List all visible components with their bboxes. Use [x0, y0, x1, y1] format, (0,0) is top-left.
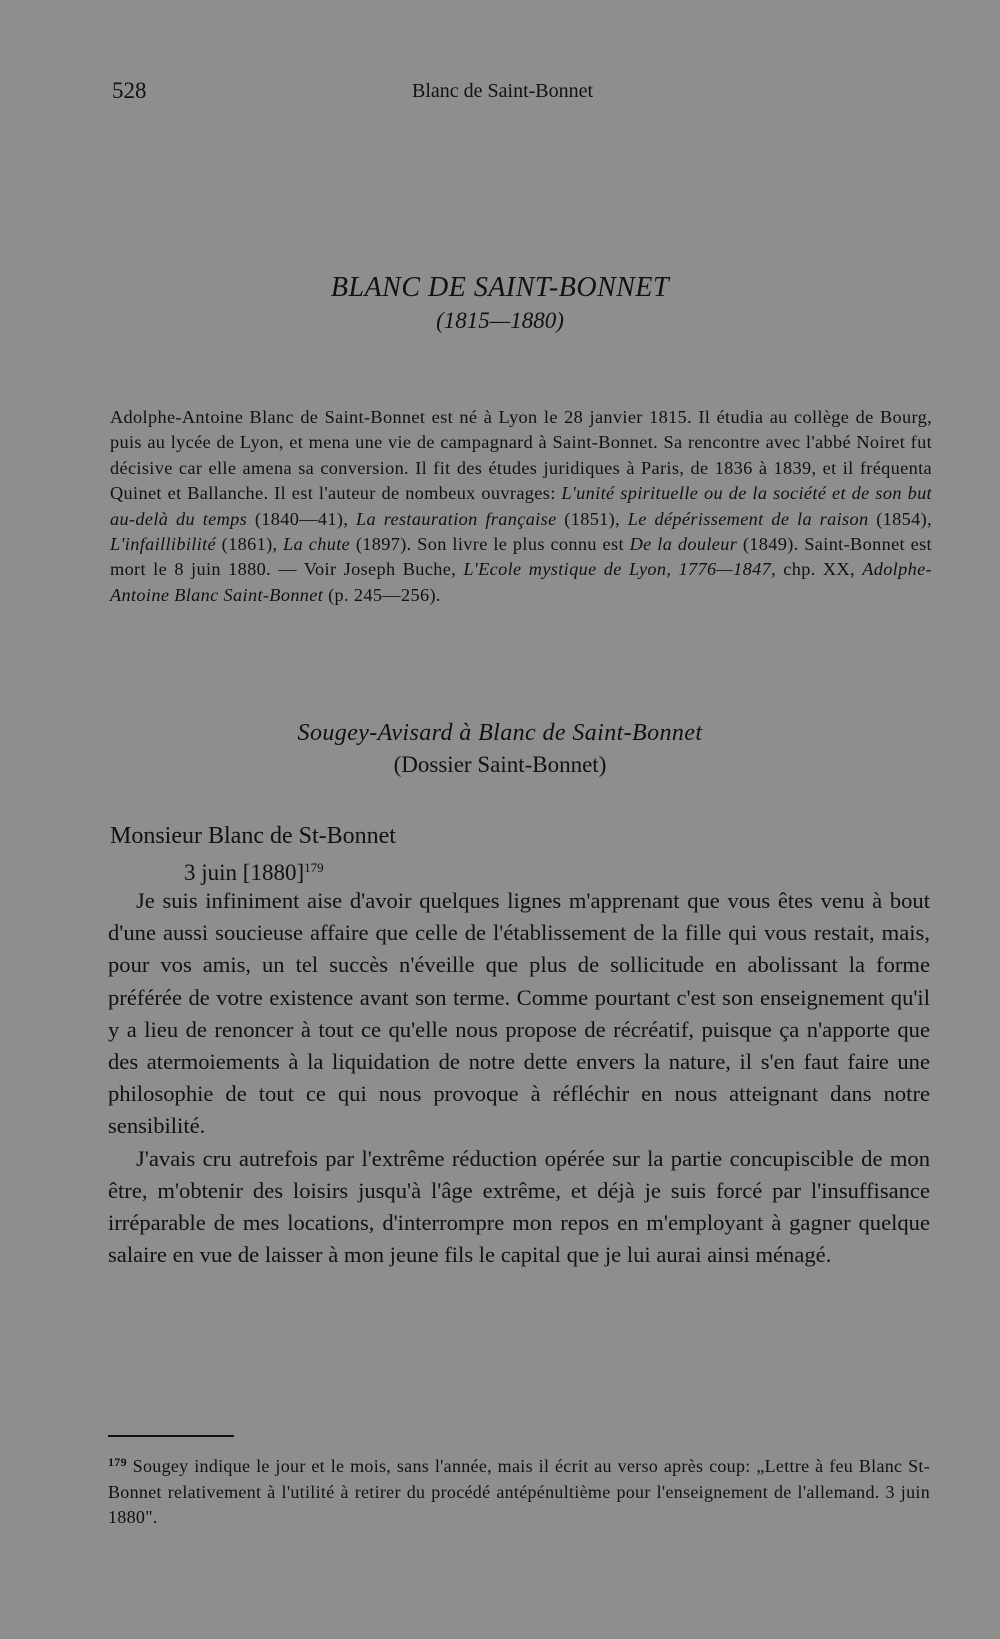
bio-text: (1854),: [868, 508, 932, 529]
entry-title: BLANC DE SAINT-BONNET: [330, 272, 670, 303]
footnote: [108, 1450, 930, 1531]
bio-text: (1861),: [216, 534, 284, 555]
bio-work-title: L'unité spirituelle ou de la société et de son but au-delà du temps: [110, 483, 932, 529]
running-title: Blanc de Saint-Bonnet: [412, 80, 594, 102]
bio-work-title: L'Ecole mystique de Lyon, 1776—1847,: [463, 559, 777, 580]
bio-text: (p. 245—256).: [323, 584, 441, 605]
bio-text: (1840—41),: [247, 508, 356, 529]
footnote-number: 179: [108, 1455, 127, 1469]
bio-text: (1849). Saint-Bonnet est mort le 8 juin 1880. — Voir Joseph Buche,: [110, 534, 932, 580]
letter-paragraph: Je suis infiniment aise d'avoir quelques lignes m'apprenant que vous êtes venu à bout d'une aussi soucieuse affaire que celle de l'établissement de la fille qui vous restait, mais, pour vos amis, un tel succès n'éveille que plus de sollicitude en abolissant la forme préférée de votre existence avant son terme. Comme pourtant c'est son enseignement qu'il y a lieu de renoncer à tout ce qu'elle nous propose de récréatif, puisque ça n'apporte que des atermoiements à la liquidation de notre dette envers la nature, il s'en faut faire une philosophie de tout ce qui nous provoque à réfléchir en nous atteignant dans notre sensibilité.: [108, 888, 930, 1139]
bio-text: (1897). Son livre le plus connu est: [350, 534, 630, 555]
bio-text: (1851),: [556, 508, 628, 529]
entry-dates: (1815—1880): [436, 308, 564, 333]
letter-body: [108, 885, 930, 1271]
footnote-divider: [108, 1435, 234, 1437]
footnote-text: Sougey indique le jour et le mois, sans l'année, mais il écrit au verso après coup: „Lettre à feu Blanc St-Bonnet relativement à l'utilité à retirer du procédé antépénultième pour l'enseignement de l'allemand. 3 juin 1880".: [108, 1456, 930, 1527]
letter-salutation: Monsieur Blanc de St-Bonnet: [110, 823, 396, 849]
letter-date-text: 3 juin [1880]: [184, 860, 305, 885]
bio-text: Adolphe-Antoine Blanc de Saint-Bonnet est né à Lyon le 28 janvier 1815. Il étudia au collège de Bourg, puis au lycée de Lyon, et mena une vie de campagnard à Saint-Bonnet. Sa rencontre avec l'abbé Noiret fut décisive car elle amena sa conversion. Il fit des études juridiques à Paris, de 1836 à 1839, et il fréquenta Quinet et Ballanche. Il est l'auteur de nombeux ouvrages:: [110, 407, 932, 504]
bio-work-title: De la douleur: [629, 534, 738, 555]
bio-text: chp. XX,: [776, 559, 863, 580]
letter-heading: Sougey-Avisard à Blanc de Saint-Bonnet: [297, 720, 703, 746]
letter-source: (Dossier Saint-Bonnet): [393, 752, 607, 777]
letter-paragraph: J'avais cru autrefois par l'extrême réduction opérée sur la partie concupiscible de mon être, m'obtenir des loisirs jusqu'à l'âge extrême, et déjà je suis forcé par l'insuffisance irréparable de mes locations, d'interrompre mon repos en m'employant à gagner quelque salaire en vue de laisser à mon jeune fils le capital que je lui aurai ainsi ménagé.: [108, 1145, 930, 1268]
bio-work-title: L'infaillibilité: [110, 534, 217, 555]
bio-work-title: La chute: [283, 534, 351, 555]
bio-work-title: La restauration française: [355, 508, 557, 529]
page-number: 528: [112, 78, 147, 103]
bio-work-title: Le dépérissement de la raison: [627, 508, 869, 529]
footnote-reference[interactable]: 179: [304, 860, 324, 875]
running-header: [112, 78, 632, 108]
biography-paragraph: [110, 405, 932, 608]
bio-work-title: Adolphe-Antoine Blanc Saint-Bonnet: [110, 559, 932, 605]
letter-date: [184, 852, 324, 889]
